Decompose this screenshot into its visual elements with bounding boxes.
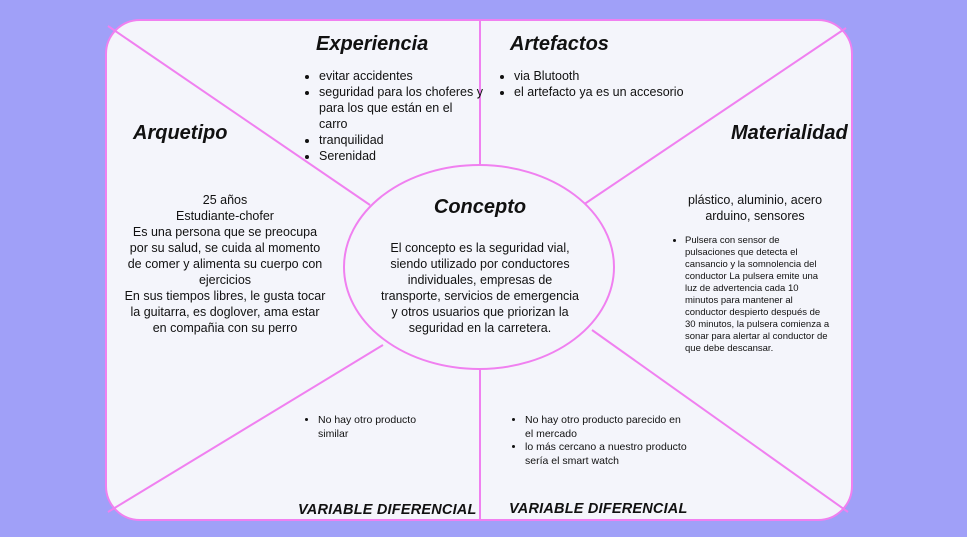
list-item: • seguridad para los choferes y para los que están en el carro [319,84,484,132]
concepto-title: Concepto [433,196,527,218]
arquetipo-title: Arquetipo [133,122,228,144]
list-item: • No hay otro producto parecido en el mercado [525,414,687,441]
diferencial-right-list [512,414,687,468]
list-item: • Serenidad [319,148,484,164]
materialidad-text: plástico, aluminio, acero arduino, sensores [687,193,823,223]
arquetipo-line: En sus tiempos libres, le gusta tocar la guitarra, es doglover, ama estar en compañia con su perro [124,289,326,335]
diferencial-left-label: VARIABLE DIFERENCIAL [298,502,477,518]
list-item: • via Blutooth [514,68,701,84]
materialidad-list [671,235,831,355]
artefactos-title: Artefactos [510,33,609,55]
list-item: • No hay otro producto similar [318,414,435,441]
diferencial-right-label: VARIABLE DIFERENCIAL [509,501,688,517]
list-item: • tranquilidad [319,132,484,148]
list-item: • lo más cercano a nuestro producto sería el smart watch [525,441,687,468]
artefactos-list [501,68,701,100]
arquetipo-line: 25 años [202,193,248,207]
diferencial-left-list [305,414,435,441]
list-item: • el artefacto ya es un accesorio [514,84,701,100]
experiencia-title: Experiencia [316,33,429,55]
list-item: • evitar accidentes [319,68,484,84]
list-item: • Pulsera con sensor de pulsaciones que detecta el cansancio y la somnolencia del conductor La pulsera emite una luz de advertencia cada 10 minutos para mantener al conductor despierto después de 30 minutos, la pulsera comienza a sonar para alertar al conductor de que debe descansar. [685,235,831,355]
materialidad-title: Materialidad [731,122,848,144]
concepto-text: El concepto es la seguridad vial, siendo utilizado por conductores individuales, empresas de transporte, servicios de emergencia y otros usuarios que priorizan la seguridad en la carretera. [380,241,579,335]
experiencia-list [306,68,484,164]
arquetipo-text [124,192,326,336]
arquetipo-line: Es una persona que se preocupa por su salud, se cuida al momento de comer y alimenta su cuerpo con ejercicios [127,225,323,287]
arquetipo-line: Estudiante-chofer [176,209,274,223]
